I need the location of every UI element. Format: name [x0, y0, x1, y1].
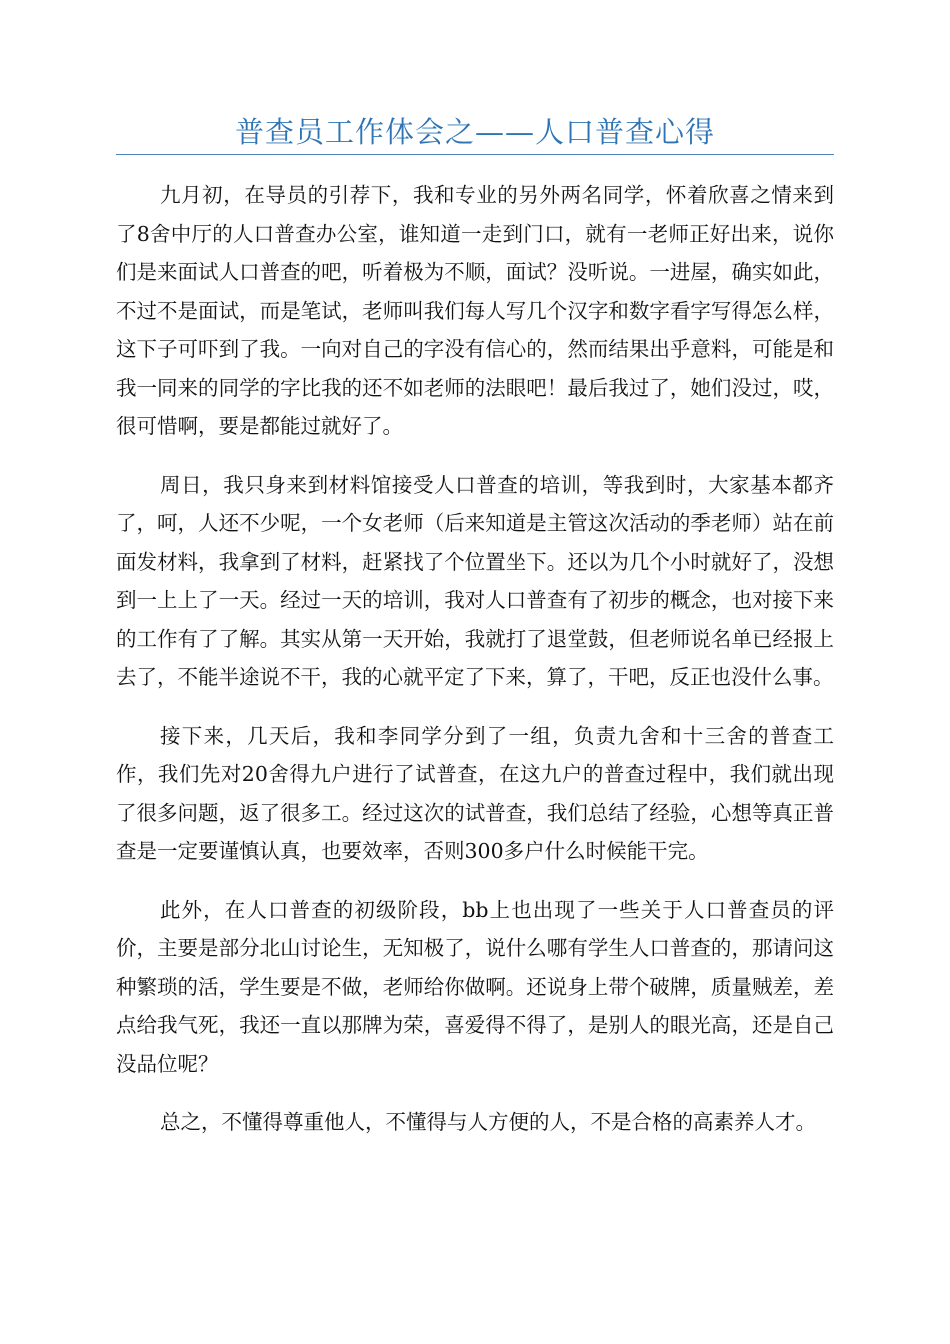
paragraph-2: 周日，我只身来到材料馆接受人口普查的培训，等我到时，大家基本都齐了，呵，人还不少呢，一个女老师（后来知道是主管这次活动的季老师）站在前面发材料，我拿到了材料，赶紧找了个位置坐下。还以为几个小时就好了，没想到一上上了一天。经过一天的培训，我对人口普查有了初步的概念，也对接下来的工作有了了解。其实从第一天开始，我就打了退堂鼓，但老师说名单已经报上去了，不能半途说不干，我的心就平定了下来，算了，干吧，反正也没什么事。 [116, 472, 834, 689]
paragraph-5: 总之，不懂得尊重他人，不懂得与人方便的人，不是合格的高素养人才。 [160, 1110, 816, 1134]
document-body [116, 176, 834, 1162]
title-underline [116, 154, 834, 155]
paragraph-3: 接下来，几天后，我和李同学分到了一组，负责九舍和十三舍的普查工作，我们先对20舍得九户进行了试普查，在这九户的普查过程中，我们就出现了很多问题，返了很多工。经过这次的试普查，我们总结了经验，心想等真正普查是一定要谨慎认真，也要效率，否则300多户什么时候能干完。 [116, 723, 834, 863]
document-title: 普查员工作体会之——人口普查心得 [234, 115, 715, 149]
paragraph-4: 此外，在人口普查的初级阶段，bb上也出现了一些关于人口普查员的评价，主要是部分北山讨论生，无知极了，说什么哪有学生人口普查的，那请问这种繁琐的活，学生要是不做，老师给你做啊。还说身上带个破牌，质量贼差，差点给我气死，我还一直以那牌为荣，喜爱得不得了，是别人的眼光高，还是自己没品位呢？ [116, 897, 834, 1076]
paragraph-1: 九月初，在导员的引荐下，我和专业的另外两名同学，怀着欣喜之情来到了8舍中厅的人口普查办公室，谁知道一走到门口，就有一老师正好出来，说你们是来面试人口普查的吧，听着极为不顺，面试？没听说。一进屋，确实如此，不过不是面试，而是笔试，老师叫我们每人写几个汉字和数字看字写得怎么样，这下子可吓到了我。一向对自己的字没有信心的，然而结果出乎意料，可能是和我一同来的同学的字比我的还不如老师的法眼吧！最后我过了，她们没过，哎，很可惜啊，要是都能过就好了。 [116, 183, 834, 438]
